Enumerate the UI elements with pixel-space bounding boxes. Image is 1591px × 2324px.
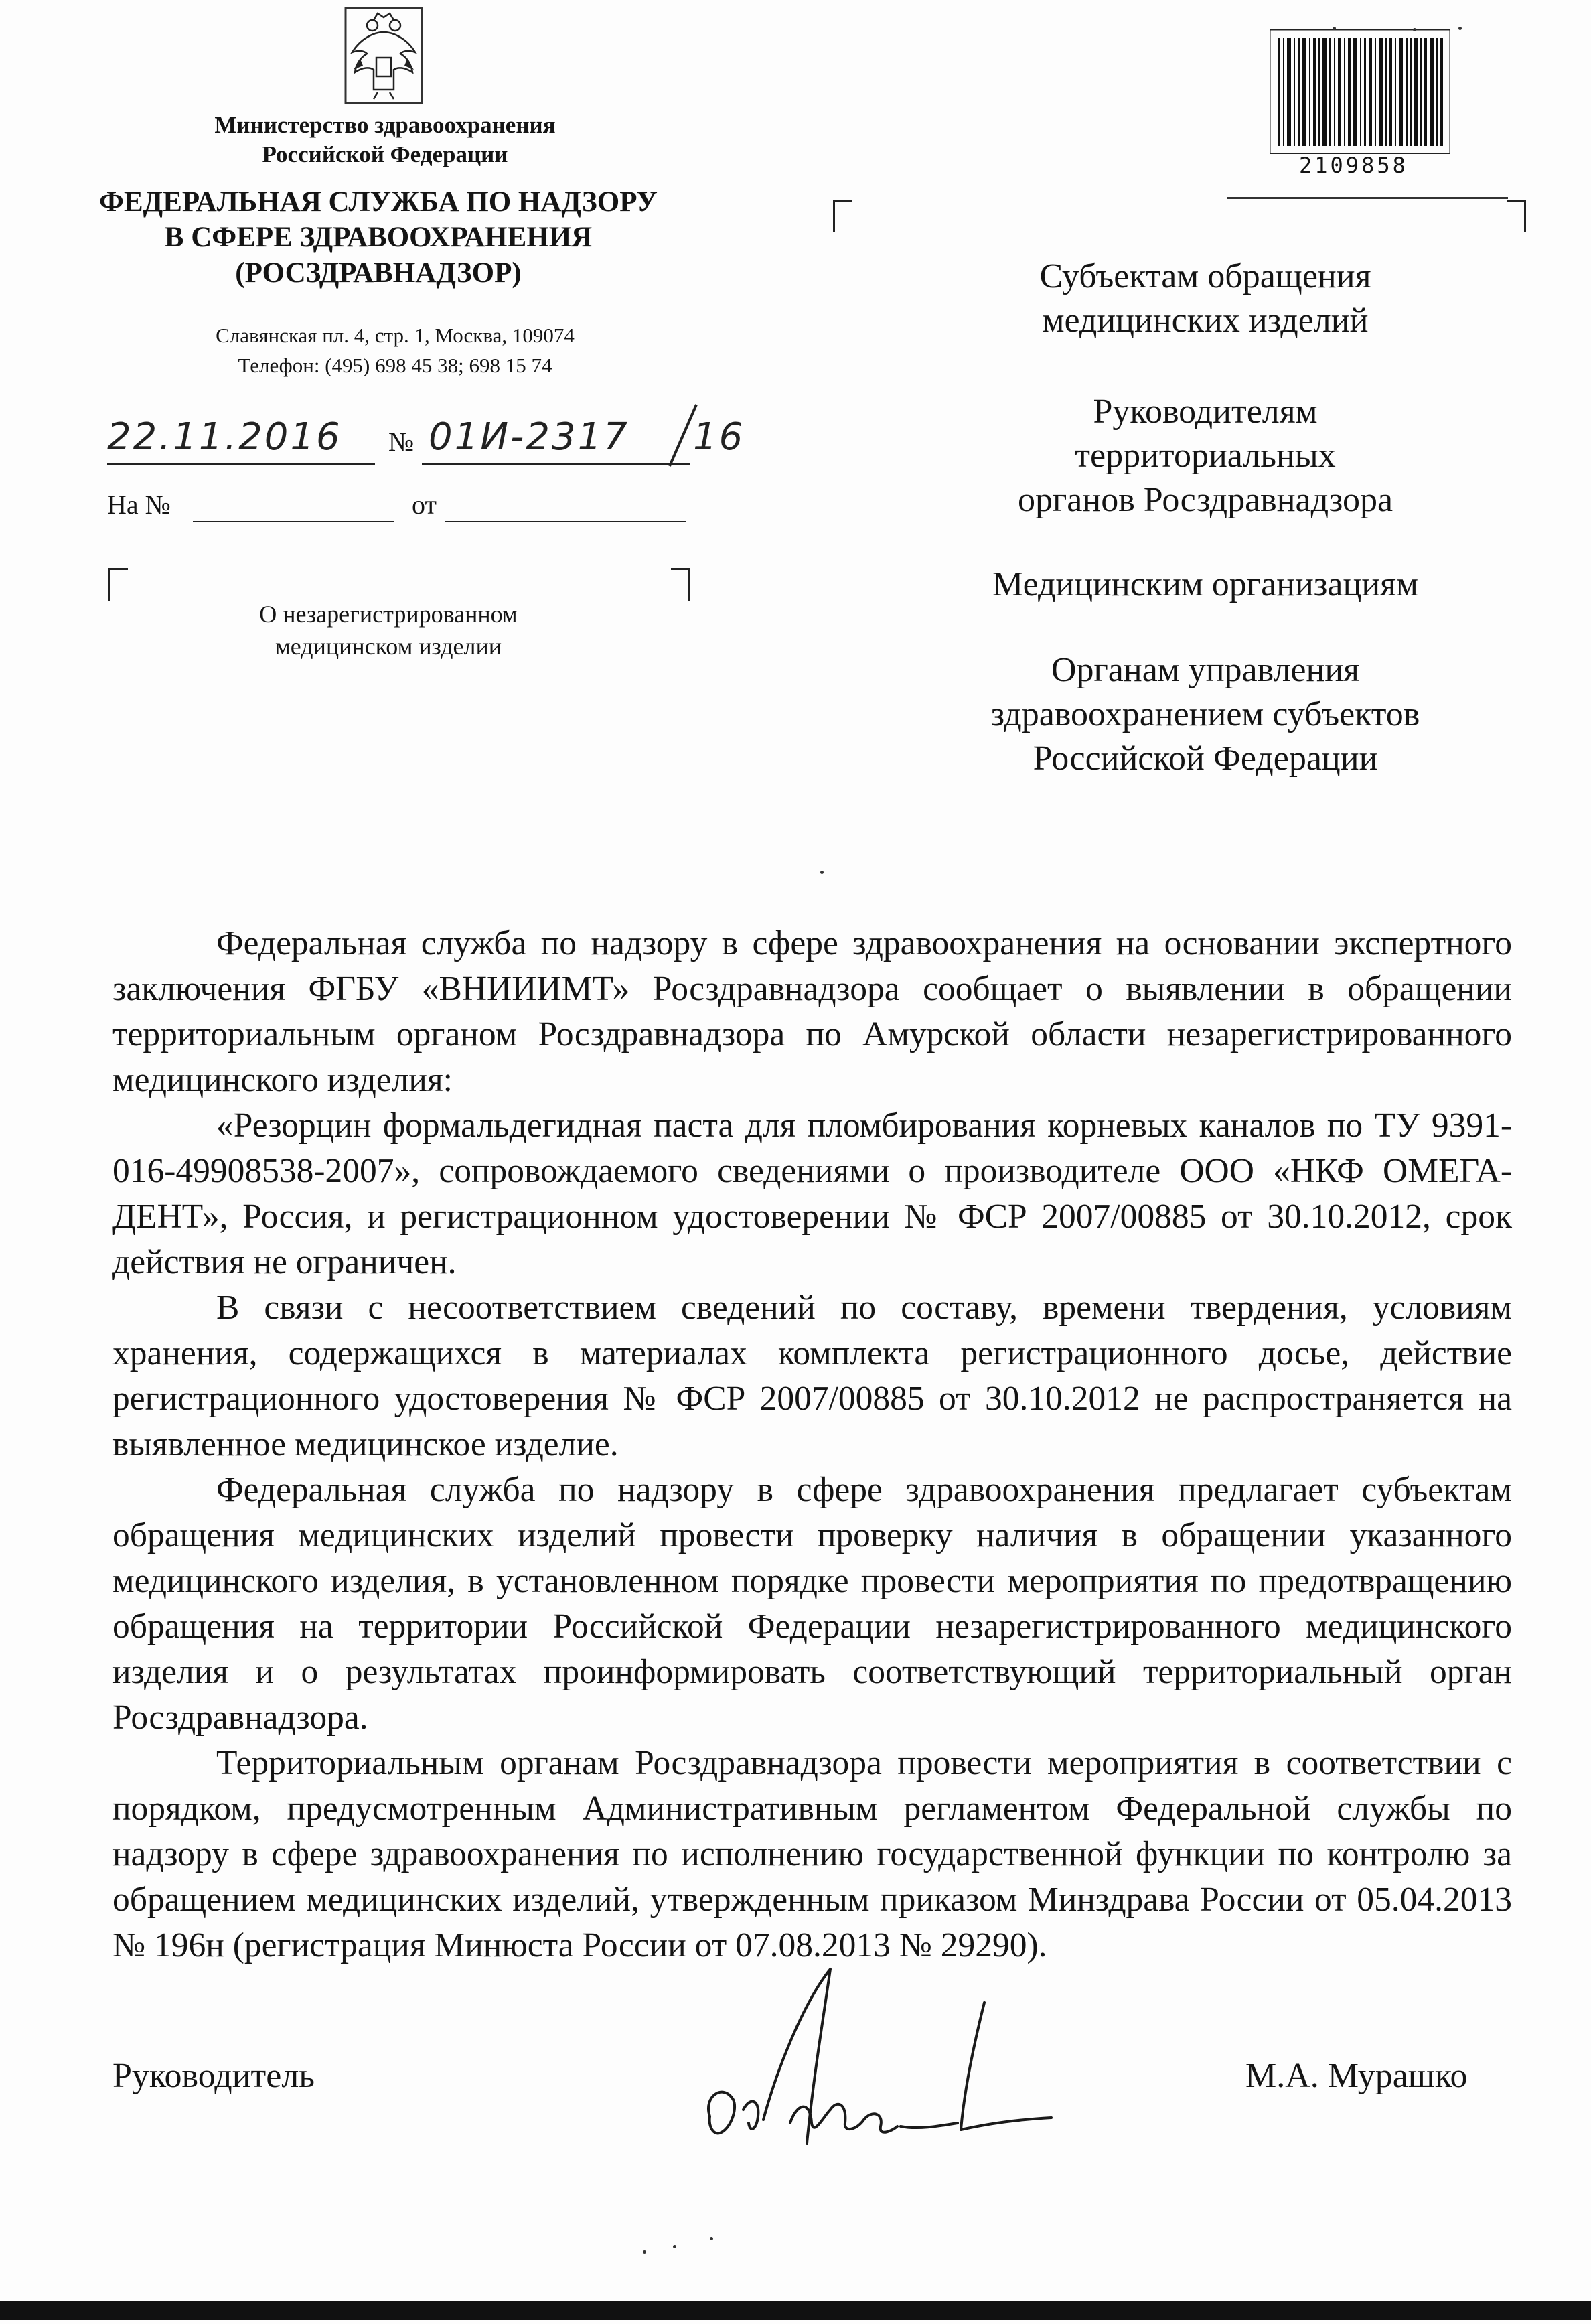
body-paragraph: «Резорцин формальдегидная паста для пломбирования корневых каналов по ТУ 9391-016-49908538-2007», сопровождаемого сведениями о производителе ООО «НКФ ОМЕГА-ДЕНТ», Россия, и регистрационном удостоверении № ФСР 2007/00885 от 30.10.2012, срок действия не ограничен.: [112, 1106, 1512, 1281]
addressee-line: Органам управления: [1051, 651, 1360, 689]
scan-speck: [1333, 27, 1336, 30]
address-line: Телефон: (495) 698 45 38; 698 15 74: [238, 354, 552, 377]
barcode-number: 2109858: [1299, 153, 1408, 178]
addressee-group: [904, 390, 1507, 522]
scan-speck: [643, 2250, 646, 2254]
service-line: В СФЕРЕ ЗДРАВООХРАНЕНИЯ: [164, 222, 593, 253]
sender-address: [154, 320, 636, 380]
letter-body: [112, 921, 1512, 1968]
addressee-list: [904, 255, 1507, 781]
addressee-corner-left: [833, 200, 852, 232]
scan-speck: [673, 2245, 676, 2248]
barcode-rule: [1227, 197, 1508, 199]
addressee-corner-right: [1507, 200, 1526, 232]
scan-speck: [710, 2237, 713, 2240]
registration-number: 01И-2317: [429, 415, 629, 459]
addressee-line: медицинских изделий: [1042, 301, 1369, 340]
scan-speck: [1413, 28, 1416, 31]
service-name: [87, 184, 670, 291]
addressee-line: территориальных: [1075, 437, 1336, 475]
reference-date-label: от: [412, 490, 437, 520]
addressee-line: Медицинским организациям: [992, 565, 1418, 603]
registration-date: 22.11.2016: [107, 415, 342, 459]
addressee-line: органов Росздравнадзора: [1017, 481, 1393, 519]
addressee-line: Субъектам обращения: [1039, 257, 1371, 295]
signatory-title: Руководитель: [112, 2057, 315, 2095]
subject-corner-right: [671, 568, 690, 601]
addressee-line: Российской Федерации: [1033, 739, 1378, 778]
addressee-group: [904, 255, 1507, 343]
subject-line: О незарегистрированном: [259, 601, 518, 628]
handwritten-signature-icon: [696, 1962, 1071, 2190]
ministry-line: Российской Федерации: [262, 141, 508, 167]
ministry-name: [167, 111, 603, 169]
addressee-line: здравоохранением субъектов: [990, 695, 1420, 733]
service-line: (РОСЗДРАВНАДЗОР): [235, 257, 522, 289]
registration-number-label: №: [388, 427, 414, 457]
address-line: Славянская пл. 4, стр. 1, Москва, 109074: [216, 323, 575, 347]
scan-speck: [820, 871, 824, 874]
body-paragraph: Территориальным органам Росздравнадзора провести мероприятия в соответствии с порядком, предусмотренным Административным регламентом Федеральной службы по надзору в сфере здравоохранения по исполнению государственной функции по контролю за обращением медицинских изделий, утвержденным приказом Минздрава России от 05.04.2013 № 196н (регистрация Минюста России от 07.08.2013 № 29290).: [112, 1744, 1512, 1964]
subject-line: медицинском изделии: [275, 633, 502, 660]
reference-date-blank: [445, 521, 686, 522]
scan-speck: [1458, 27, 1462, 30]
ministry-line: Министерство здравоохранения: [214, 112, 556, 138]
signatory-name: М.А. Мурашко: [1245, 2057, 1468, 2095]
addressee-group: [904, 648, 1507, 781]
reference-line: [107, 489, 690, 529]
registration-line: [107, 402, 763, 476]
addressee-line: Руководителям: [1093, 392, 1318, 431]
barcode-icon: [1270, 29, 1450, 154]
reference-number-blank: [193, 521, 394, 522]
body-paragraph: Федеральная служба по надзору в сфере здравоохранения на основании экспертного заключения ФГБУ «ВНИИИМТ» Росздравнадзора сообщает о выявлении в обращении территориальным органом Росздравнадзора по Амурской области незарегистрированного медицинского изделия:: [112, 924, 1512, 1099]
scan-edge-bar: [0, 2301, 1591, 2320]
letter-subject: [201, 598, 576, 662]
registration-number-suffix: 16: [693, 415, 745, 459]
addressee-group: [904, 563, 1507, 607]
reference-number-label: На №: [107, 490, 171, 520]
body-paragraph: В связи с несоответствием сведений по составу, времени твердения, условиям хранения, содержащихся в материалах комплекта регистрационного досье, действие регистрационного удостоверения № ФСР 2007/00885 от 30.10.2012 не распространяется на выявленное медицинское изделие.: [112, 1289, 1512, 1463]
body-paragraph: Федеральная служба по надзору в сфере здравоохранения предлагает субъектам обращения медицинских изделий провести проверку наличия в обращении указанного медицинского изделия, в установленном порядке провести мероприятия по предотвращению обращения на территории Российской Федерации незарегистрированного медицинского изделия и о результатах проинформировать соответствующий территориальный орган Росздравнадзора.: [112, 1471, 1512, 1737]
double-headed-eagle-icon: [333, 5, 434, 106]
subject-corner-left: [108, 568, 128, 601]
service-line: ФЕДЕРАЛЬНАЯ СЛУЖБА ПО НАДЗОРУ: [99, 186, 658, 218]
